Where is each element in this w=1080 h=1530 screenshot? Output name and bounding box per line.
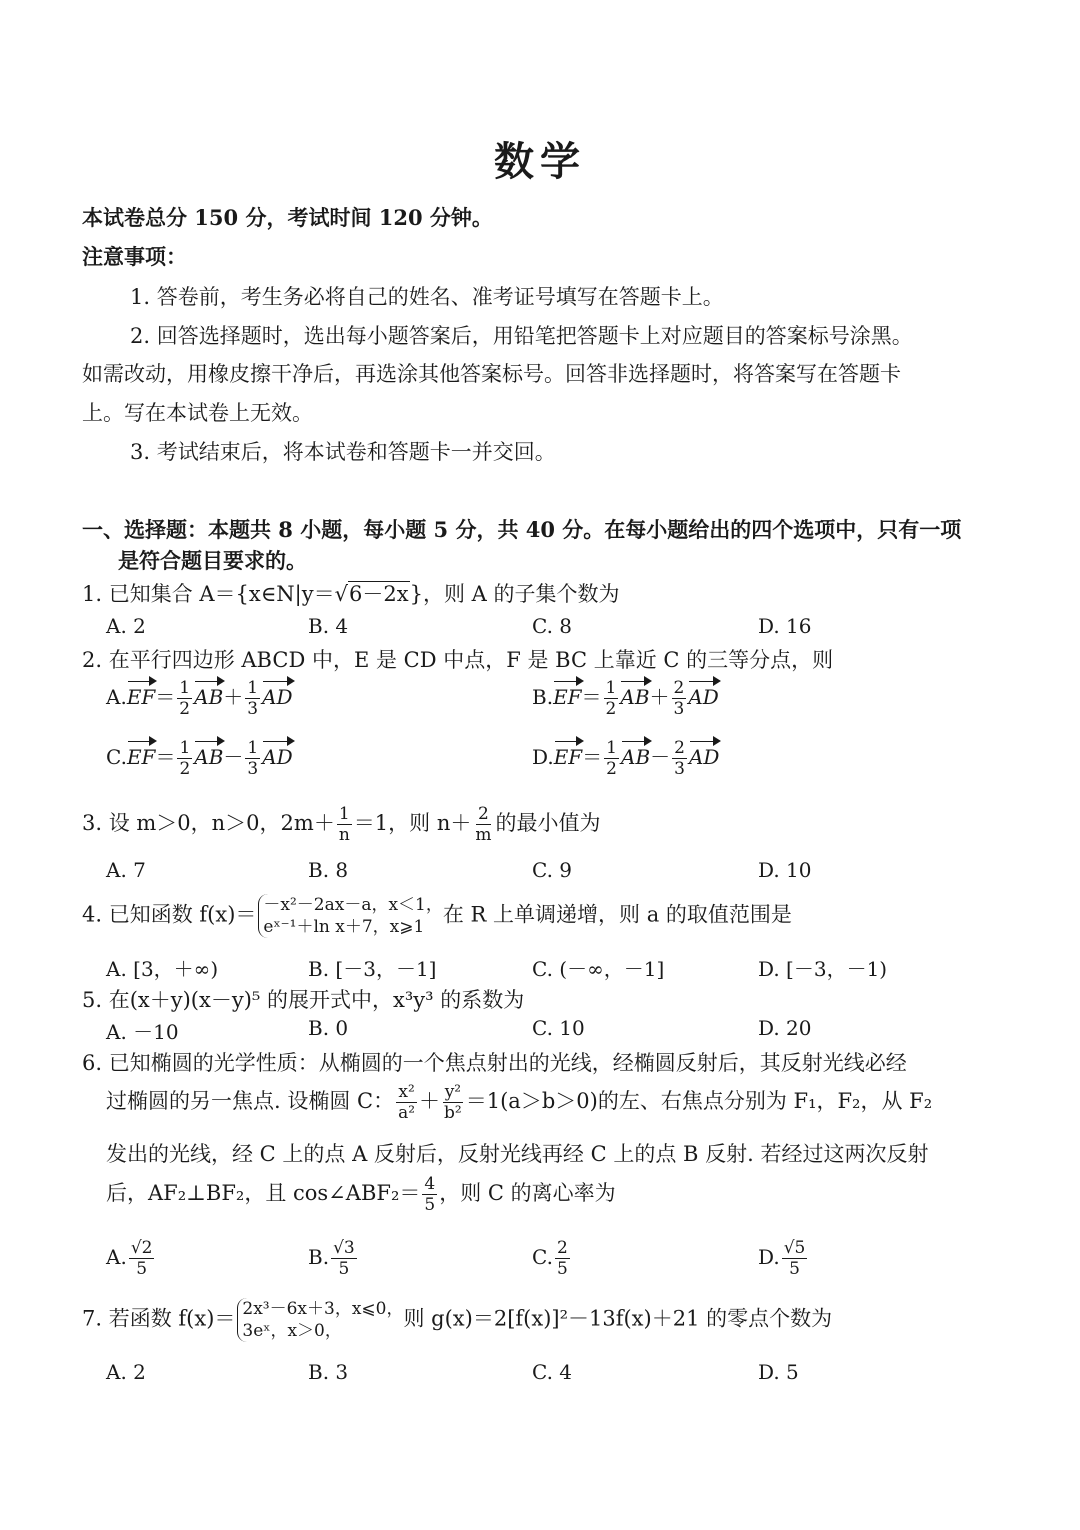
q2-option-a: A.EF＝ $\frac{1}{2}$ AB＋ $\frac{1}{3}$ AD xyxy=(106,678,293,719)
q6-line-2: 过椭圆的另一焦点. 设椭圆 C： $\frac{\text{x²}}{\text{a²}}$ ＋ $\frac{\text{y²}}{\text{b²}}$ ＝1(a＞b＞0)的左、右焦点分别为 F₁，F₂，从 F₂ xyxy=(106,1082,933,1123)
notice-heading: 注意事项： xyxy=(82,244,187,269)
section-heading-cont: 是符合题目要求的。 xyxy=(118,548,307,573)
page-title: 数学 xyxy=(494,138,586,185)
section-heading: 一、选择题：本题共 8 小题，每小题 5 分，共 40 分。在每小题给出的四个选项中，只有一项 xyxy=(82,517,962,542)
notice-item-2: 2. 回答选择题时，选出每小题答案后，用铅笔把答题卡上对应题目的答案标号涂黑。 xyxy=(130,324,913,348)
question-7: 7. 若函数 f(x)＝ 2x³－6x＋3，x⩽0， 3eˣ，x＞0， 则 g(x)＝2[f(x)]²－13f(x)＋21 的零点个数为 xyxy=(82,1299,833,1341)
q5-option-d: D. 20 xyxy=(758,1016,812,1040)
q1-option-c: C. 8 xyxy=(532,614,573,638)
question-4: 4. 已知函数 f(x)＝ －x²－2ax－a，x＜1， eˣ⁻¹＋ln x＋7，x⩾1 在 R 上单调递增，则 a 的取值范围是 xyxy=(82,895,792,937)
q7-option-b: B. 3 xyxy=(308,1360,349,1384)
q6-line-3: 发出的光线，经 C 上的点 A 反射后，反射光线再经 C 上的点 B 反射. 若经过这两次反射 xyxy=(106,1142,929,1166)
question-3: 3. 设 m＞0，n＞0，2m＋ $\frac{1}{n}$ ＝1，则 n＋ $\frac{2}{m}$ 的最小值为 xyxy=(82,804,601,845)
notice-item-2-end: 上。写在本试卷上无效。 xyxy=(82,401,313,425)
q4-option-b: B. [－3，－1] xyxy=(308,957,437,981)
q6-option-b: B. $\frac{√3}{5}$ xyxy=(308,1238,355,1279)
q1-option-b: B. 4 xyxy=(308,614,349,638)
q2-option-b: B.EF＝ $\frac{1}{2}$ AB＋ $\frac{2}{3}$ AD xyxy=(532,678,719,719)
q1-stem-start: 1. 已知集合 A＝{x∈N|y＝ xyxy=(82,582,335,606)
question-2: 2. 在平行四边形 ABCD 中，E 是 CD 中点，F 是 BC 上靠近 C 的三等分点，则 xyxy=(82,648,834,672)
notice-item-2-cont: 如需改动，用橡皮擦干净后，再选涂其他答案标号。回答非选择题时，将答案写在答题卡 xyxy=(82,362,901,386)
question-1: 1. 已知集合 A＝{x∈N|y＝√6－2x}，则 A 的子集个数为 xyxy=(82,582,620,606)
q5-option-a: A. －10 xyxy=(106,1020,179,1044)
q2-option-c: C.EF＝ $\frac{1}{2}$ AB－ $\frac{1}{3}$ AD xyxy=(106,738,293,779)
q2-option-d: D.EF＝ $\frac{1}{2}$ AB－ $\frac{2}{3}$ AD xyxy=(532,738,720,779)
q1-option-a: A. 2 xyxy=(106,614,146,638)
q5-option-c: C. 10 xyxy=(532,1016,585,1040)
q4-option-a: A. [3，＋∞) xyxy=(106,957,219,981)
question-5: 5. 在(x＋y)(x－y)⁵ 的展开式中，x³y³ 的系数为 xyxy=(82,988,525,1012)
question-6: 6. 已知椭圆的光学性质：从椭圆的一个焦点射出的光线，经椭圆反射后，其反射光线必经 xyxy=(82,1051,907,1075)
q6-option-a: A. $\frac{√2}{5}$ xyxy=(106,1238,153,1279)
q3-option-b: B. 8 xyxy=(308,858,349,882)
q6-line-4: 后，AF₂⊥BF₂，且 cos∠ABF₂＝ $\frac{4}{5}$ ，则 C 的离心率为 xyxy=(106,1174,616,1215)
q7-option-c: C. 4 xyxy=(532,1360,573,1384)
q6-option-d: D. $\frac{√5}{5}$ xyxy=(758,1238,806,1279)
q3-option-c: C. 9 xyxy=(532,858,573,882)
q1-stem-end: }，则 A 的子集个数为 xyxy=(409,582,620,606)
q3-option-a: A. 7 xyxy=(106,858,146,882)
q4-option-d: D. [－3，－1) xyxy=(758,957,888,981)
q1-option-d: D. 16 xyxy=(758,614,812,638)
notice-item-1: 1. 答卷前，考生务必将自己的姓名、准考证号填写在答题卡上。 xyxy=(130,285,724,309)
q7-option-d: D. 5 xyxy=(758,1360,799,1384)
q1-radicand: 6－2x xyxy=(349,582,409,606)
q6-option-c: C. $\frac{2}{5}$ xyxy=(532,1238,568,1279)
q7-option-a: A. 2 xyxy=(106,1360,146,1384)
exam-info: 本试卷总分 150 分，考试时间 120 分钟。 xyxy=(82,205,493,230)
notice-item-3: 3. 考试结束后，将本试卷和答题卡一并交回。 xyxy=(130,440,556,464)
q4-option-c: C. (－∞，－1] xyxy=(532,957,665,981)
q5-option-b: B. 0 xyxy=(308,1016,349,1040)
q3-option-d: D. 10 xyxy=(758,858,812,882)
